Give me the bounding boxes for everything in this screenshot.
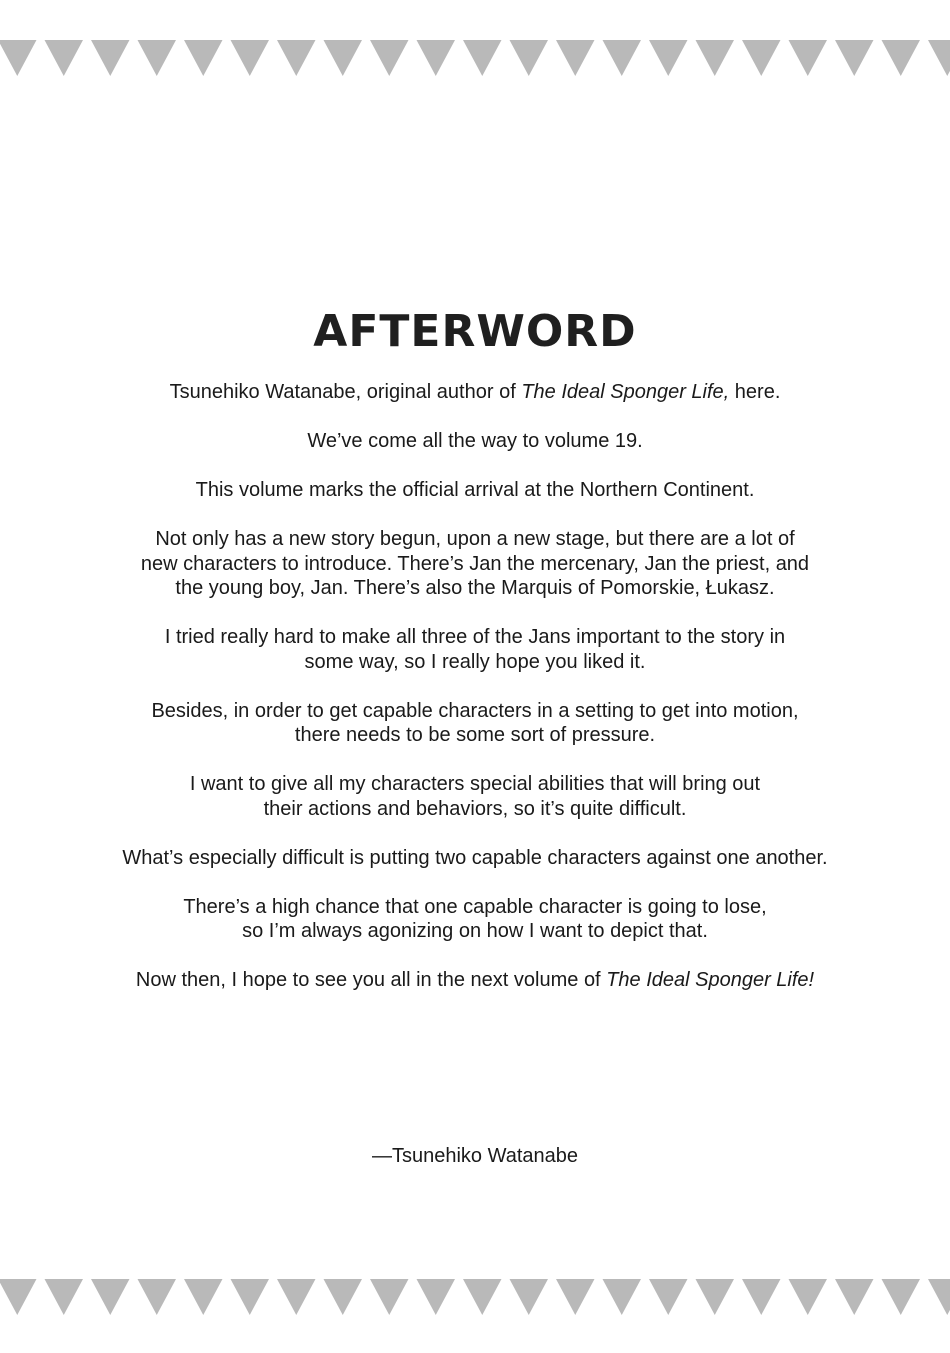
paragraph bbox=[40, 478, 910, 503]
paragraph bbox=[40, 699, 910, 748]
paragraph bbox=[40, 625, 910, 674]
paragraph-text: There’s a high chance that one capable character is going to lose, bbox=[183, 895, 767, 918]
paragraph-text: I tried really hard to make all three of the Jans important to the story in bbox=[164, 626, 786, 648]
paragraph-text: Now then, I hope to see you all in the next volume of bbox=[135, 969, 607, 991]
paragraph-text: new characters to introduce. There’s Jan the mercenary, Jan the priest, and bbox=[140, 552, 810, 575]
page-title: AFTERWORD bbox=[313, 306, 637, 357]
paragraph bbox=[40, 846, 910, 871]
afterword-body bbox=[40, 380, 910, 1017]
paragraph bbox=[40, 527, 910, 601]
paragraph-text: their actions and behaviors, so it’s quite difficult. bbox=[263, 797, 687, 820]
paragraph bbox=[40, 968, 910, 993]
book-title-text: The Ideal Sponger Life! bbox=[606, 969, 815, 991]
paragraph-text: here. bbox=[729, 381, 781, 403]
paragraph bbox=[40, 895, 910, 944]
paragraph-text: I want to give all my characters special abilities that will bring out bbox=[189, 773, 761, 795]
book-title-text: The Ideal Sponger Life, bbox=[521, 381, 730, 403]
paragraph bbox=[40, 380, 910, 405]
paragraph bbox=[40, 772, 910, 821]
paragraph-text: there needs to be some sort of pressure. bbox=[294, 724, 656, 746]
paragraph-text: some way, so I really hope you liked it. bbox=[304, 650, 646, 673]
paragraph-text: Tsunehiko Watanabe, original author of bbox=[169, 381, 522, 403]
paragraph-text: This volume marks the official arrival at the Northern Continent. bbox=[195, 479, 755, 501]
bottom-triangle-border bbox=[0, 1277, 950, 1317]
paragraph bbox=[40, 429, 910, 454]
paragraph-text: so I’m always agonizing on how I want to depict that. bbox=[242, 920, 708, 942]
paragraph-text: Besides, in order to get capable characters in a setting to get into motion, bbox=[151, 699, 799, 722]
author-signature: —Tsunehiko Watanabe bbox=[371, 1145, 579, 1167]
paragraph-text: Not only has a new story begun, upon a new stage, but there are a lot of bbox=[155, 528, 795, 550]
paragraph-text: the young boy, Jan. There’s also the Marquis of Pomorskie, Łukasz. bbox=[175, 577, 775, 599]
paragraph-text: We’ve come all the way to volume 19. bbox=[307, 430, 643, 452]
paragraph-text: What’s especially difficult is putting two capable characters against one another. bbox=[122, 846, 828, 869]
top-triangle-border bbox=[0, 38, 950, 78]
